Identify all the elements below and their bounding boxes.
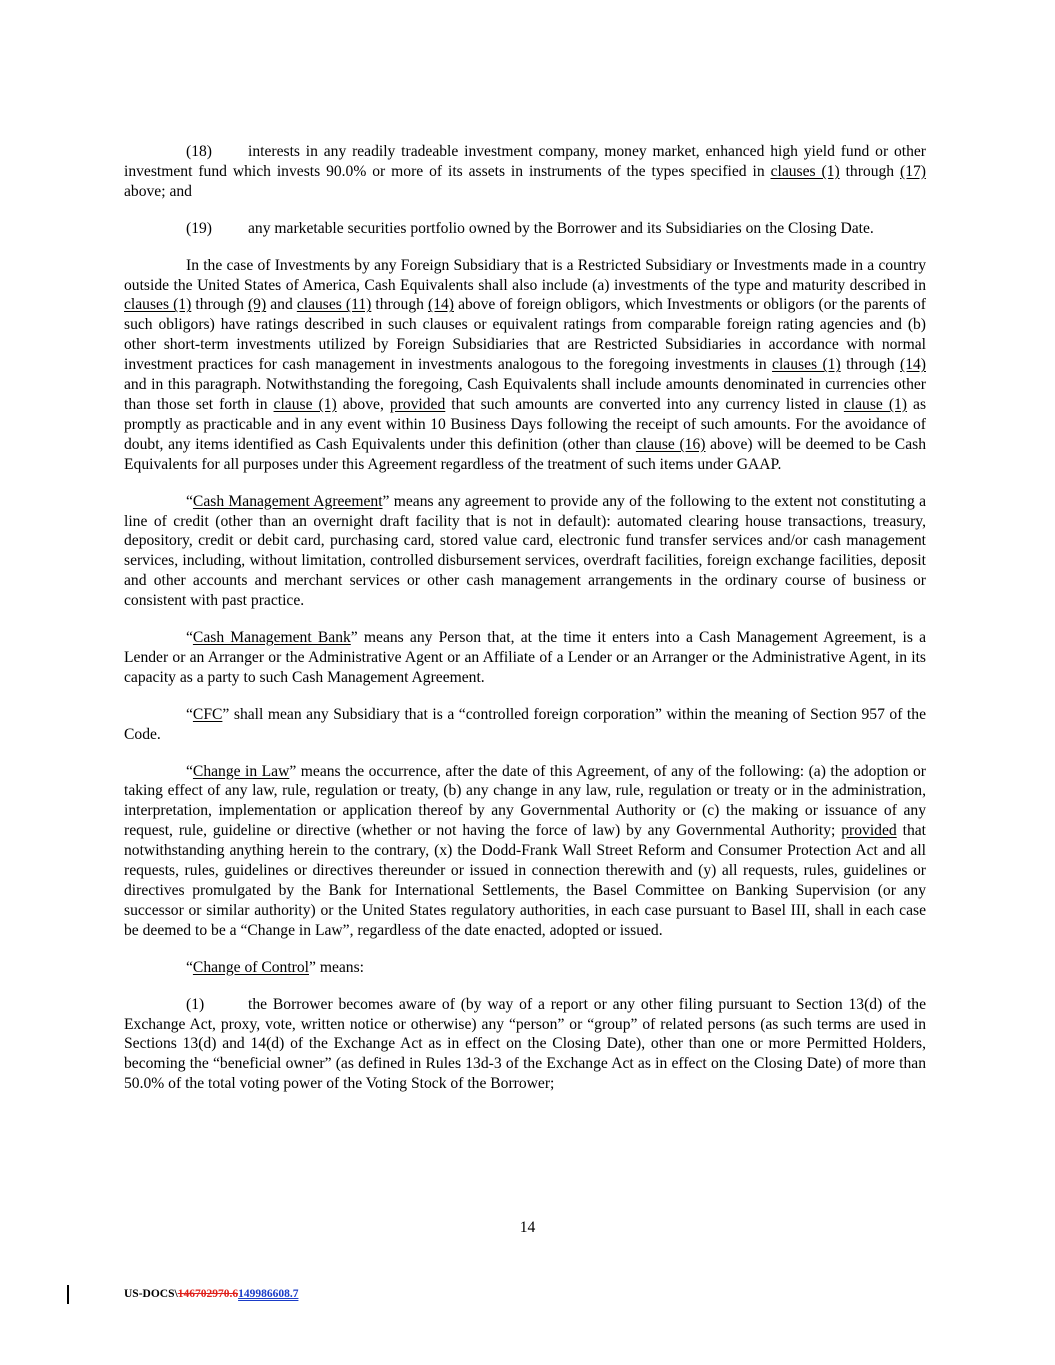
deleted-document-id: 146702970.6 <box>177 1288 239 1300</box>
defined-term: CFC <box>192 705 223 723</box>
document-body <box>124 142 926 1111</box>
change-of-control-clause-1: (1) the Borrower becomes aware of (by way of a report or any other filing pursuant to Section 13(d) of the Exchange Act, proxy, vote, written notice or otherwise) any “person” or “group” of related persons (as such terms are used in Sections 13(d) and 14(d) of the Exchange Act as in effect on the Closing Date), other than one or more Permitted Holders, becoming the “beneficial owner” (as defined in Rules 13d-3 of the Exchange Act as in effect on the Closing Date) of more than 50.0% of the total voting power of the Voting Stock of the Borrower; <box>124 995 926 1093</box>
definition-change-of-control: “Change of Control” means: <box>186 958 364 976</box>
proviso-term: provided <box>841 822 897 840</box>
clause-reference: (14) <box>900 356 926 374</box>
definition-change-in-law: “Change in Law” means the occurrence, after the date of this Agreement, of any of the following: (a) the adoption or taking effect of any law, rule, regulation or treaty, (b) any change in any law, rule, regulation or treaty or in the administration, interpretation, implementation or application thereof by any Governmental Authority or (c) the making or issuance of any request, rule, guideline or directive (whether or not having the force of law) by any Governmental Authority; provided that notwithstanding anything herein to the contrary, (x) the Dodd-Frank Wall Street Reform and Consumer Protection Act and all requests, rules, guidelines or directives thereunder or issued in connection therewith and (y) all requests, rules, guidelines or directives promulgated by the Bank for International Settlements, the Basel Committee on Banking Supervision (or any successor or similar authority) or the United States regulatory authorities, in each case pursuant to Basel III, shall in each case be deemed to be a “Change in Law”, regardless of the date enacted, adopted or issued. <box>124 762 926 939</box>
proviso-term: provided <box>389 395 446 413</box>
clause-18: (18) interests in any readily tradeable investment company, money market, enhanced high yield fund or other investment fund which invests 90.0% or more of its assets in instruments of the types specified in clauses (1) through (17) above; and <box>124 143 926 200</box>
defined-term: Change of Control <box>192 958 309 976</box>
revision-change-bar <box>67 1285 69 1304</box>
clause-reference: (9) <box>247 296 267 314</box>
clause-reference: (14) <box>428 296 454 314</box>
document-id-footer <box>124 1287 298 1301</box>
clause-reference: clauses (1) <box>770 162 840 180</box>
inserted-document-id: 149986608.7 <box>238 1288 299 1300</box>
page-number: 14 <box>519 1219 536 1236</box>
defined-term: Cash Management Agreement <box>192 492 383 510</box>
clause-reference: clause (1) <box>273 395 337 413</box>
clause-19: (19) any marketable securities portfolio owned by the Borrower and its Subsidiaries on the Closing Date. <box>186 219 874 237</box>
clause-reference: (17) <box>900 162 926 180</box>
definition-cash-management-bank: “Cash Management Bank” means any Person that, at the time it enters into a Cash Management Agreement, is a Lender or an Arranger or the Administrative Agent or an Affiliate of a Lender or an Arranger or the Administrative Agent, in its capacity as a party to such Cash Management Agreement. <box>124 629 926 686</box>
defined-term: Cash Management Bank <box>192 629 351 647</box>
clause-number: (19) <box>186 219 212 237</box>
clause-number: (1) <box>186 995 205 1013</box>
document-id-prefix: US-DOCS\ <box>124 1288 178 1300</box>
clause-reference: clauses (1) <box>772 356 841 374</box>
clause-number: (18) <box>186 143 212 160</box>
defined-term: Change in Law <box>192 762 290 780</box>
clause-reference: clauses (1) <box>124 296 192 314</box>
clause-reference: clause (16) <box>635 435 706 453</box>
definition-cash-management-agreement: “Cash Management Agreement” means any agreement to provide any of the following to the extent not constituting a line of credit (other than an overnight draft facility that is not in default): automated clearing house transactions, treasury, depository, credit or debit card, purchasing card, stored value card, electronic fund transfer services and/or cash management services, including, without limitation, controlled disbursement services, overdraft facilities, foreign exchange facilities, deposit and other accounts and merchant services or other cash management arrangements in the ordinary course of business or consistent with past practice. <box>124 492 926 610</box>
definition-cfc: “CFC” shall mean any Subsidiary that is a “controlled foreign corporation” within the meaning of Section 957 of the Code. <box>124 705 926 743</box>
clause-reference: clause (1) <box>843 395 908 413</box>
clause-reference: clauses (11) <box>296 296 372 314</box>
foreign-investments-paragraph: In the case of Investments by any Foreign Subsidiary that is a Restricted Subsidiary or Investments made in a country outside the United States of America, Cash Equivalents shall also include (a) investments of the type and maturity described in clauses (1) through (9) and clauses (11) through (14) above of foreign obligors, which Investments or obligors (or the parents of such obligors) have ratings described in such clauses or equivalent ratings from comparable foreign rating agencies and (b) other short-term investments utilized by Foreign Subsidiaries that are Restricted Subsidiaries in accordance with normal investment practices for cash management in investments analogous to the foregoing investments in clauses (1) through (14) and in this paragraph. Notwithstanding the foregoing, Cash Equivalents shall include amounts denominated in currencies other than those set forth in clause (1) above, provided that such amounts are converted into any currency listed in clause (1) as promptly as practicable and in any event within 10 Business Days following the receipt of such amounts. For the avoidance of doubt, any items identified as Cash Equivalents under this definition (other than clause (16) above) will be deemed to be Cash Equivalents for all purposes under this Agreement regardless of the treatment of such items under GAAP. <box>124 256 927 473</box>
